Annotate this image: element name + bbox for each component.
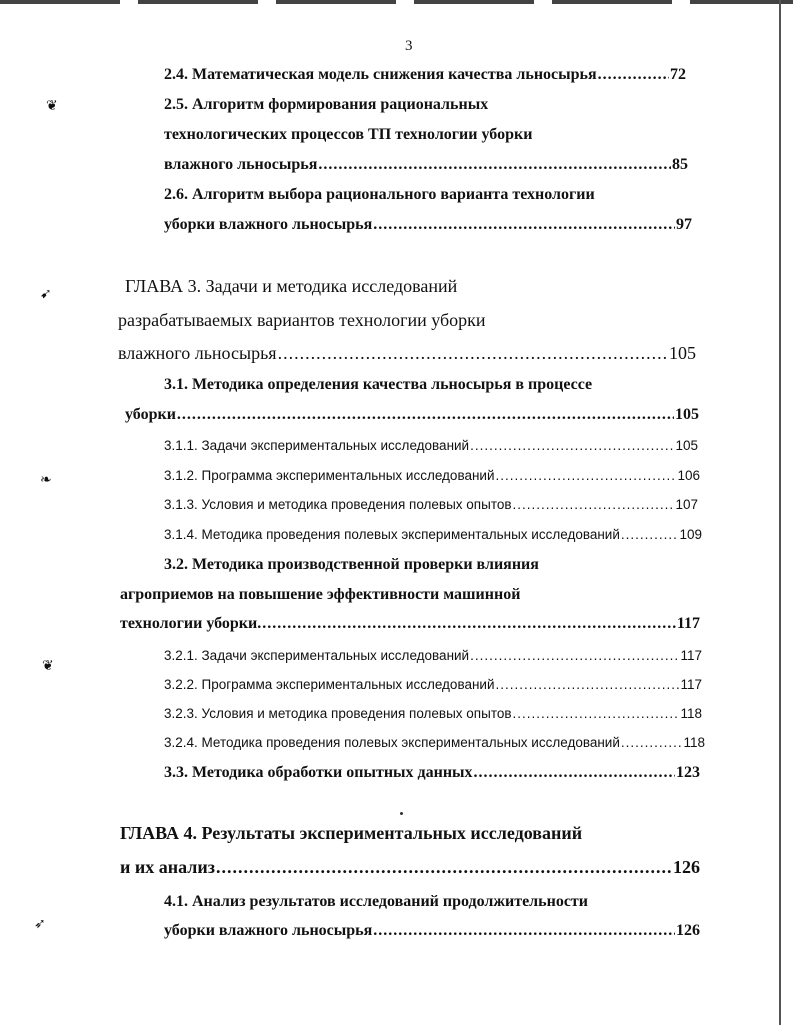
toc-entry (164, 66, 686, 84)
toc-entry-page: 106 (677, 468, 700, 483)
toc-entry-page: 72 (670, 66, 686, 83)
toc-leader (278, 343, 668, 364)
toc-leader (496, 468, 677, 483)
toc-leader (513, 706, 680, 721)
toc-entry-title: уборки влажного льносырья (164, 922, 373, 939)
scan-right-border (779, 0, 781, 1025)
toc-entry-title: 3.1. Методика определения качества льносырья в процессе (164, 376, 593, 393)
scan-top-border (0, 0, 793, 4)
toc-entry-title: 2.5. Алгоритм формирования рациональных (164, 96, 489, 113)
toc-entry-page: 105 (669, 343, 696, 363)
toc-entry-title: технологии уборки. (120, 615, 262, 632)
chapter-title: влажного льносырья (118, 343, 277, 363)
toc-entry (120, 857, 700, 878)
toc-entry-title: 3.1.3. Условия и методика проведения полевых опытов (164, 497, 512, 512)
toc-entry-title: влажного льносырья (164, 156, 318, 173)
toc-leader (621, 735, 683, 750)
toc-entry-title: 2.4. Математическая модель снижения качества льносырья (164, 66, 597, 83)
toc-entry-page: 109 (679, 527, 702, 542)
toc-entry-line (164, 96, 488, 114)
toc-entry-page: 85 (672, 156, 688, 173)
toc-leader (216, 857, 672, 878)
toc-entry (164, 706, 702, 721)
toc-entry-page: 123 (676, 764, 700, 781)
toc-leader (474, 764, 675, 782)
toc-leader (470, 648, 679, 663)
toc-entry-title: 3.1.4. Методика проведения полевых экспериментальных исследований (164, 527, 620, 542)
toc-entry-page: 118 (680, 706, 702, 721)
toc-entry-title: технологических процессов ТП технологии уборки (164, 126, 533, 143)
toc-entry (164, 677, 702, 692)
toc-entry-title: 3.2.2. Программа экспериментальных исследований (164, 677, 495, 692)
toc-entry (164, 922, 700, 940)
scan-artifact-mark: ❦ (42, 659, 54, 674)
toc-leader (621, 527, 679, 542)
toc-entry (164, 438, 698, 453)
chapter-heading-line (125, 276, 457, 297)
toc-entry (164, 527, 702, 542)
toc-entry-page: 118 (683, 735, 705, 750)
scan-artifact-mark: ➶ (34, 917, 46, 932)
scan-artifact-mark: ❦ (46, 99, 58, 114)
toc-entry (164, 497, 698, 512)
toc-entry-title: агроприемов на повышение эффективности машинной (120, 586, 521, 603)
chapter-title: ГЛАВА 3. Задачи и методика исследований (125, 276, 458, 296)
toc-entry-title: 2.6. Алгоритм выбора рационального варианта технологии (164, 186, 595, 203)
toc-leader (262, 615, 676, 633)
toc-entry-page: 105 (675, 406, 699, 423)
toc-leader (373, 216, 675, 234)
toc-entry-line (120, 586, 520, 604)
toc-entry (164, 468, 700, 483)
toc-leader (496, 677, 680, 692)
toc-leader (598, 66, 669, 84)
toc-entry-title: 3.1.1. Задачи экспериментальных исследований (164, 438, 470, 453)
toc-entry-line (164, 893, 588, 911)
page-number: 3 (405, 38, 413, 54)
chapter-heading-line (120, 823, 582, 844)
toc-entry (125, 406, 699, 424)
toc-entry-page: 117 (680, 648, 702, 663)
toc-entry (164, 764, 700, 782)
toc-entry-title: 3.2.4. Методика проведения полевых экспериментальных исследований (164, 735, 620, 750)
chapter-title: и их анализ (120, 857, 215, 877)
scan-dot (400, 812, 403, 815)
toc-entry-title: 3.3. Методика обработки опытных данных (164, 764, 473, 781)
toc-entry-line (164, 376, 592, 394)
toc-entry (118, 343, 696, 364)
toc-entry-page: 126 (676, 922, 700, 939)
toc-leader (470, 438, 674, 453)
toc-entry-title: 3.2. Методика производственной проверки влияния (164, 556, 539, 573)
toc-entry-title: 3.1.2. Программа экспериментальных исследований (164, 468, 495, 483)
toc-leader (318, 156, 671, 174)
chapter-title: разрабатываемых вариантов технологии уборки (118, 310, 486, 330)
toc-entry (164, 735, 705, 750)
toc-entry-page: 117 (680, 677, 702, 692)
toc-entry-line (164, 556, 539, 574)
toc-entry-title: 3.2.1. Задачи экспериментальных исследований (164, 648, 470, 663)
toc-entry-title: уборки (125, 406, 176, 423)
toc-entry (120, 615, 700, 633)
toc-entry (164, 648, 702, 663)
toc-leader (373, 922, 675, 940)
toc-entry-line (164, 186, 595, 204)
scan-artifact-mark: ❧ (40, 473, 52, 488)
toc-entry-page: 126 (673, 857, 700, 877)
toc-entry-page: 105 (675, 438, 698, 453)
toc-entry-page: 107 (675, 497, 698, 512)
scan-artifact-mark: ➹ (40, 287, 52, 302)
toc-entry-page: 97 (676, 216, 692, 233)
toc-entry (164, 216, 692, 234)
toc-entry-page: 117 (676, 615, 700, 632)
toc-leader (513, 497, 675, 512)
toc-entry-title: уборки влажного льносырья (164, 216, 373, 233)
chapter-heading-line (118, 310, 486, 331)
toc-entry-title: 4.1. Анализ результатов исследований продолжительности (164, 893, 589, 910)
chapter-title: ГЛАВА 4. Результаты экспериментальных исследований (120, 823, 583, 843)
toc-entry-title: 3.2.3. Условия и методика проведения полевых опытов (164, 706, 512, 721)
toc-entry-line (164, 126, 532, 144)
toc-leader (177, 406, 674, 424)
toc-entry (164, 156, 688, 174)
